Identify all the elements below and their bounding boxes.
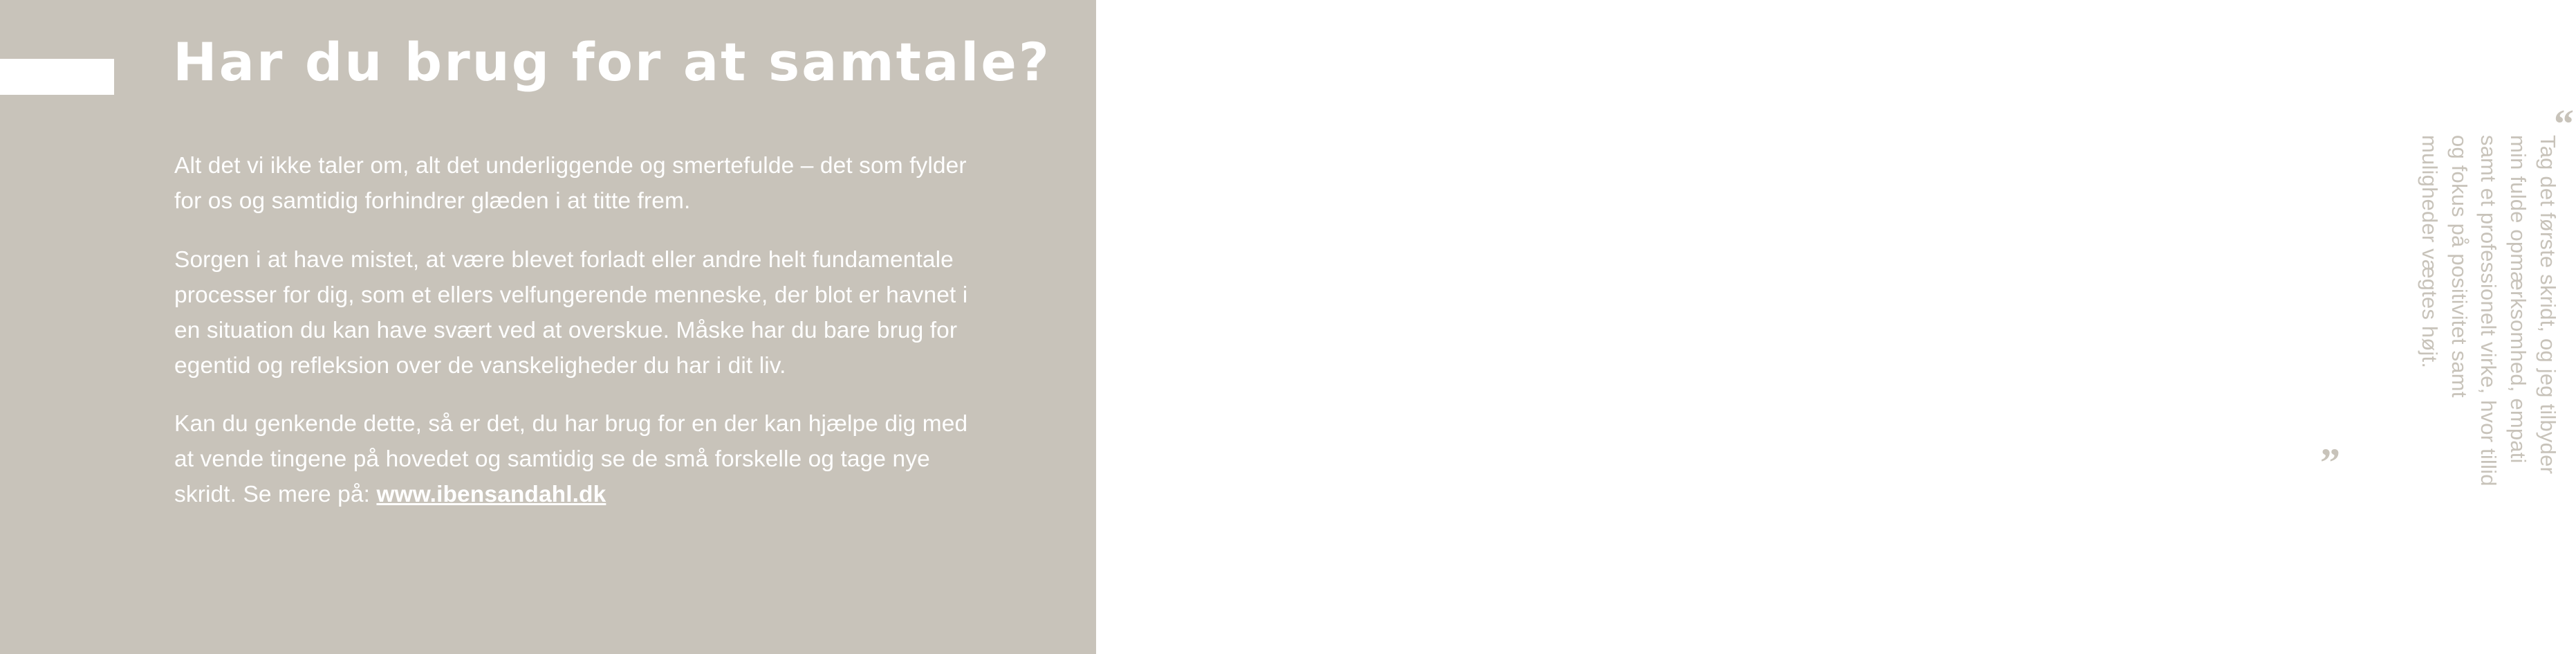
paragraph-2: Sorgen i at have mistet, at være blevet forladt eller andre helt fundamentale processer for dig, som et ellers velfungerende menneske, der blot er havnet i en situation du kan have svært ved at overskue. Måske har du bare brug for egentid og refleksion over de vanskeligheder du har i dit liv. xyxy=(174,246,968,379)
quote-open-icon: “ xyxy=(2554,101,2574,146)
body-copy xyxy=(174,149,976,513)
paragraph-1: Alt det vi ikke taler om, alt det underliggende og smertefulde – det som fylder for os og samtidig forhindrer glæden i at titte frem. xyxy=(174,153,967,214)
closing-text: Kan du genkende dette, så er det, du har brug for en der kan hjælpe dig med at vende tingene på hovedet og samtidig se de små forskelle og tage nye skridt. Se mere på: xyxy=(174,411,968,508)
quote-rotated-wrapper xyxy=(2313,128,2576,516)
pull-quote xyxy=(2313,101,2576,516)
accent-bar xyxy=(0,59,114,95)
paragraph-3 xyxy=(174,407,976,513)
page-title: Har du brug for at samtale? xyxy=(173,31,1051,93)
website-link[interactable]: www.ibensandahl.dk xyxy=(376,482,606,508)
quote-panel xyxy=(1096,0,2574,654)
quote-text: Tag det første skridt, og jeg tilbyder min fulde opmærksomhed, empati samt et professionelt virke, hvor tillid og fokus på positivitet samt muligheder vægtes højt. xyxy=(2417,135,2560,487)
quote-close-icon: ” xyxy=(2320,440,2340,485)
content-panel xyxy=(0,0,1096,654)
